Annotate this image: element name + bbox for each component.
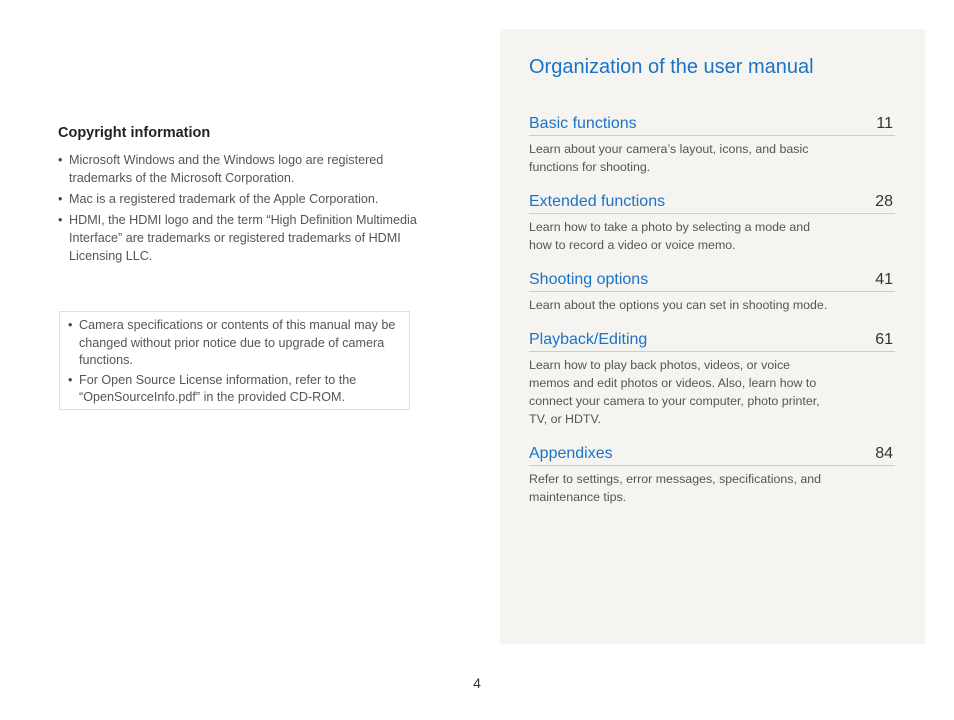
toc-entry-page[interactable]: 84 xyxy=(875,445,893,462)
toc-entry-description: Learn about your camera’s layout, icons, and basic functions for shooting. xyxy=(529,142,809,174)
toc-entry-label[interactable]: Shooting options xyxy=(529,271,649,288)
toc-entry-row[interactable] xyxy=(529,331,895,352)
notice-list xyxy=(68,317,401,407)
toc-entry-page[interactable]: 28 xyxy=(875,193,893,210)
copyright-heading: Copyright information xyxy=(58,125,211,141)
toc-entry-row[interactable] xyxy=(529,193,895,214)
toc-title: Organization of the user manual xyxy=(529,56,814,78)
toc-entry-description: Learn how to play back photos, videos, or voice memos and edit photos or videos. Also, learn how to connect your camera to your computer, photo printer, TV, or HDTV. xyxy=(529,358,820,426)
toc-entry-extended-functions[interactable] xyxy=(529,193,895,254)
toc-entry-description: Refer to settings, error messages, specifications, and maintenance tips. xyxy=(529,472,822,504)
toc-entry-basic-functions[interactable] xyxy=(529,115,895,176)
copyright-item: • Mac is a registered trademark of the Apple Corporation. xyxy=(58,190,418,208)
toc-entry-row[interactable] xyxy=(529,445,895,466)
page-number: 4 xyxy=(473,675,481,691)
toc-entry-page[interactable]: 61 xyxy=(875,331,893,348)
toc-entry-description: Learn about the options you can set in shooting mode. xyxy=(529,298,828,312)
copyright-item: • HDMI, the HDMI logo and the term “High Definition Multimedia Interface” are trademarks or registered trademarks of HDMI Licensing LLC. xyxy=(58,211,418,265)
copyright-section xyxy=(58,125,418,268)
notice-box xyxy=(59,311,410,410)
toc-entry-shooting-options[interactable] xyxy=(529,271,895,314)
toc-panel xyxy=(500,29,925,644)
toc-entry-appendixes[interactable] xyxy=(529,445,895,506)
toc-entry-playback-editing[interactable] xyxy=(529,331,895,428)
toc-entry-page[interactable]: 41 xyxy=(875,271,893,288)
notice-item: • For Open Source License information, refer to the “OpenSourceInfo.pdf” in the provided CD-ROM. xyxy=(68,372,401,407)
toc-entry-description: Learn how to take a photo by selecting a mode and how to record a video or voice memo. xyxy=(529,220,811,252)
copyright-list xyxy=(58,151,418,265)
toc-entry-label[interactable]: Playback/Editing xyxy=(529,331,648,348)
toc-entry-label[interactable]: Extended functions xyxy=(529,193,666,210)
notice-item: • Camera specifications or contents of this manual may be changed without prior notice due to upgrade of camera functions. xyxy=(68,317,401,370)
toc-entry-row[interactable] xyxy=(529,271,895,292)
copyright-item: • Microsoft Windows and the Windows logo are registered trademarks of the Microsoft Corporation. xyxy=(58,151,418,187)
toc-entry-row[interactable] xyxy=(529,115,895,136)
toc-entry-label[interactable]: Basic functions xyxy=(529,115,637,132)
toc-entry-page[interactable]: 11 xyxy=(876,115,893,132)
toc-entry-label[interactable]: Appendixes xyxy=(529,445,613,462)
